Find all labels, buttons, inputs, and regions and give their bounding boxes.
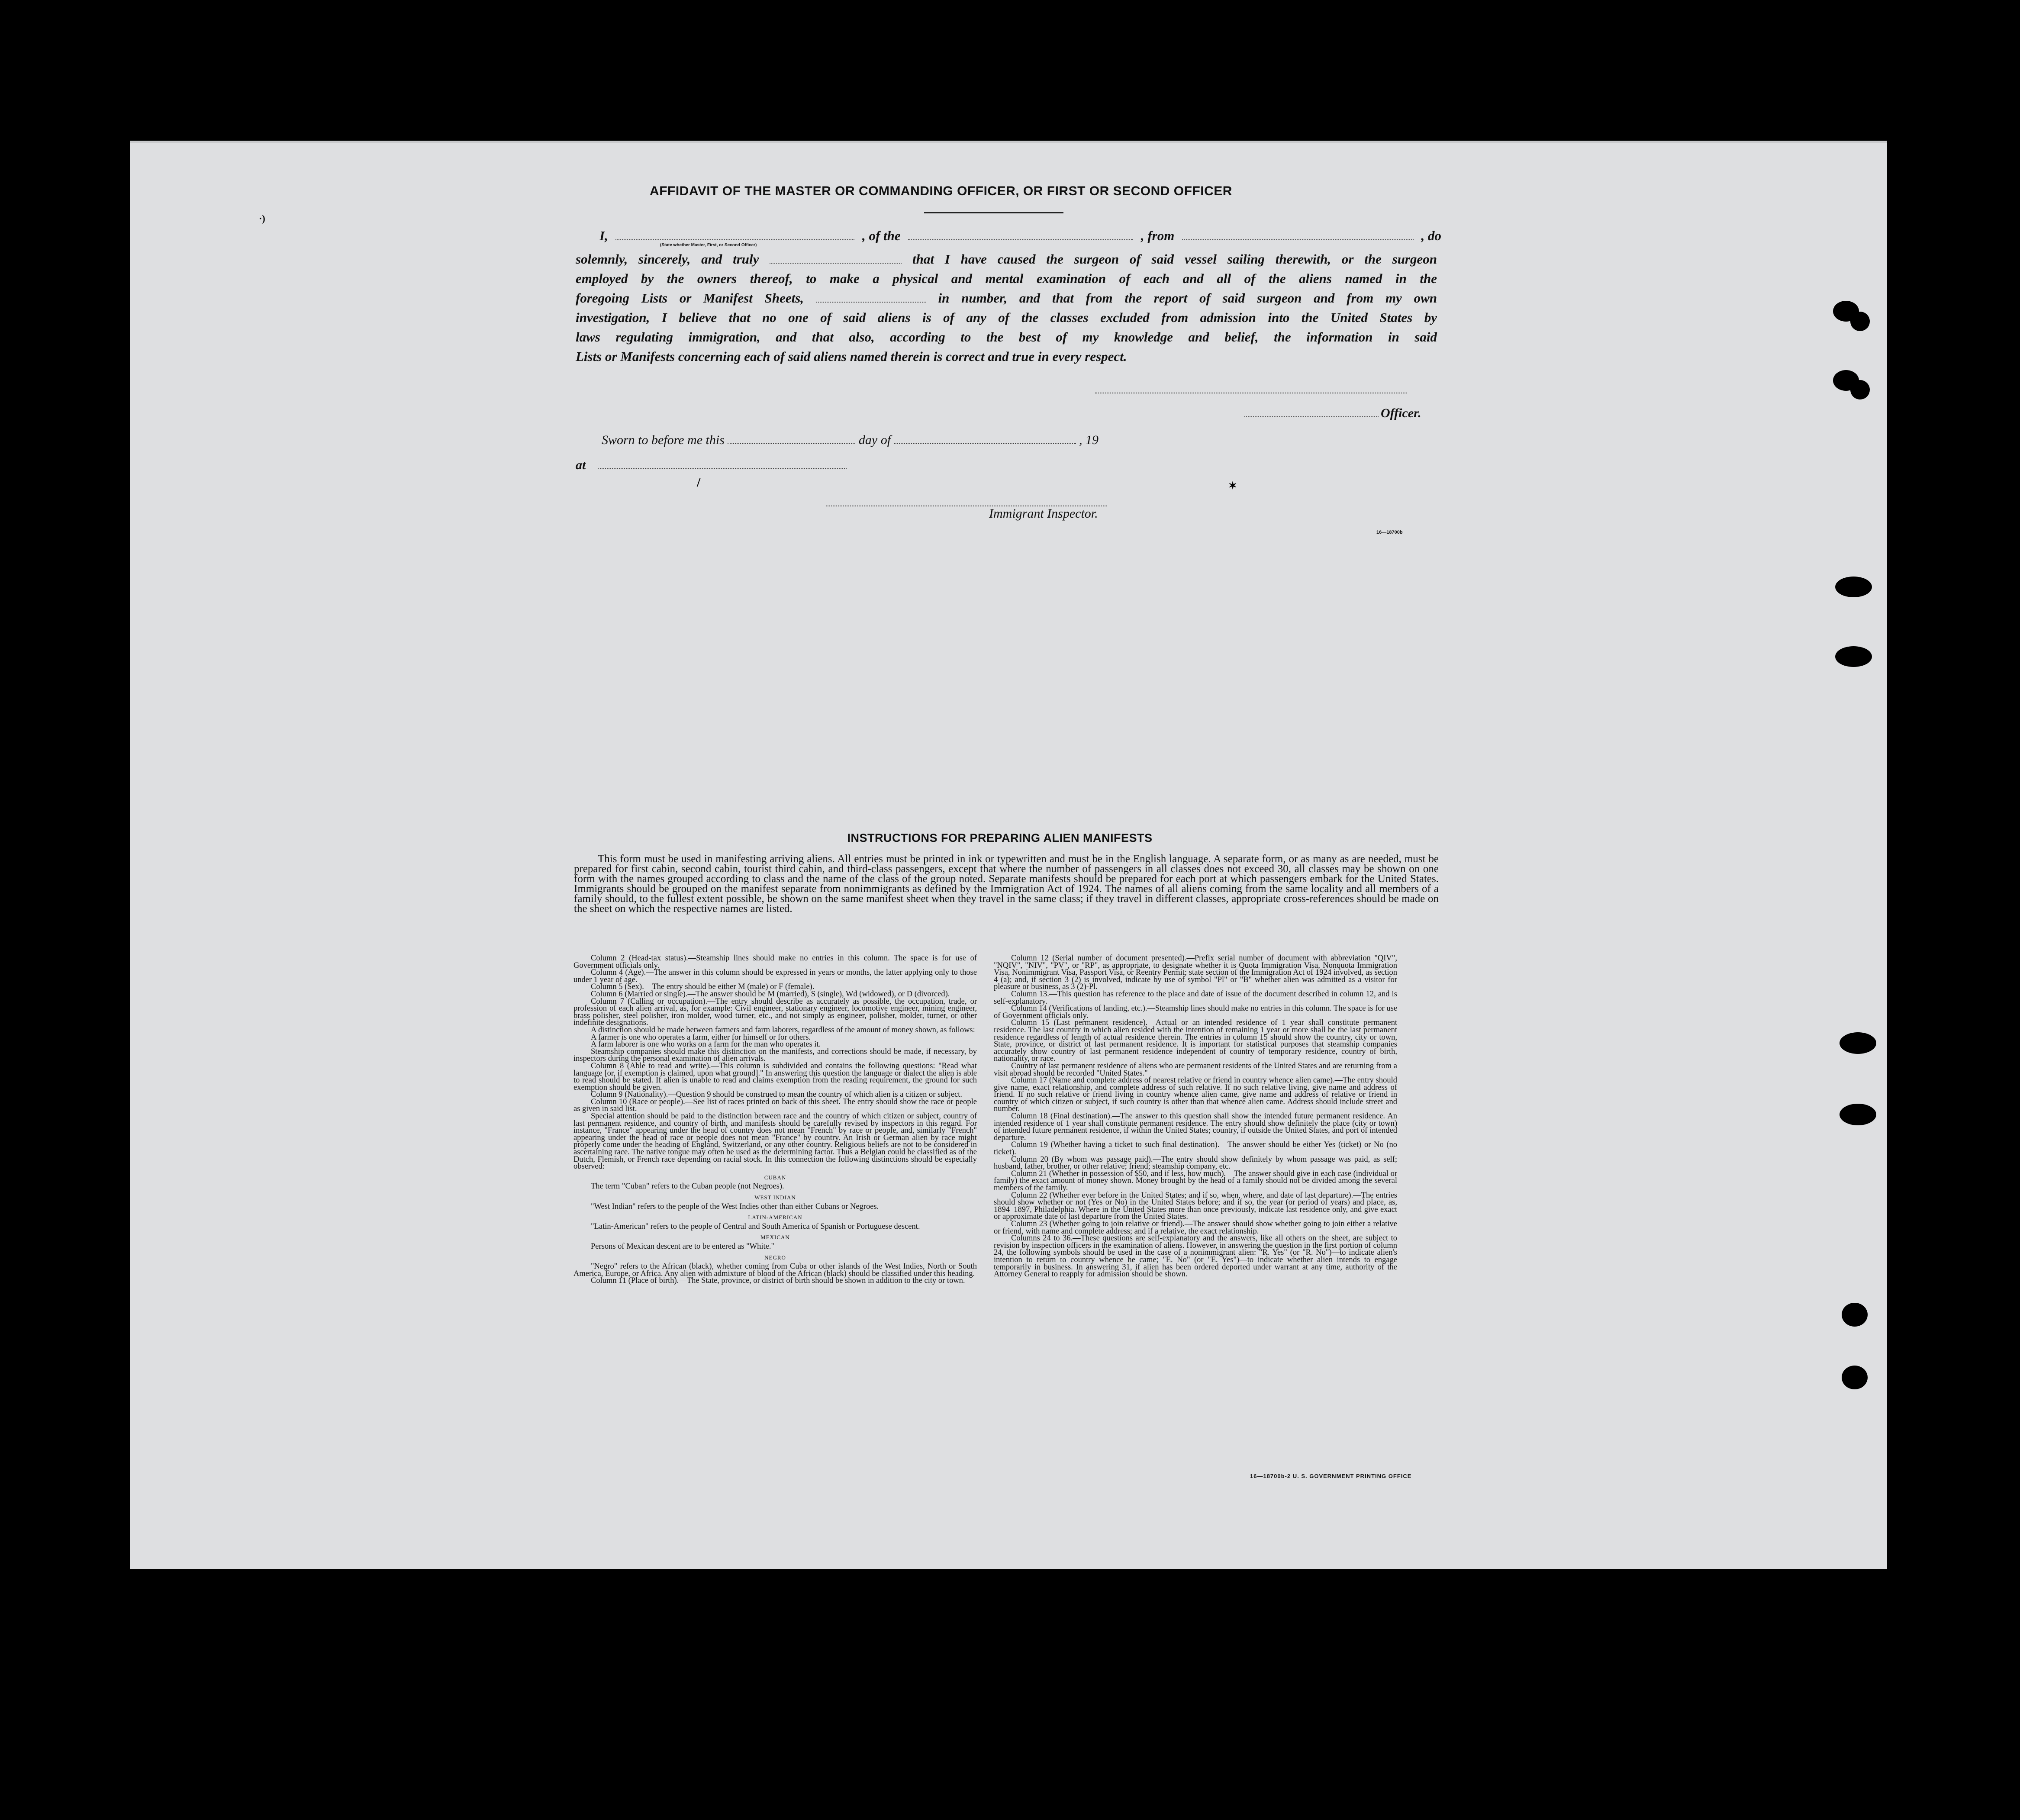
place-field[interactable] (598, 462, 847, 469)
affidavit-from-label: , from (1140, 228, 1175, 243)
affidavit-para-line: employed by the owners thereof, to make a physical and mental examination of each and all of the aliens named in the (576, 271, 1437, 286)
name-field[interactable] (770, 257, 902, 264)
punch-hole (1835, 577, 1872, 597)
alien-count-field[interactable] (816, 296, 926, 303)
instruction-paragraph: Persons of Mexican descent are to be entered as "White." (591, 1242, 775, 1251)
instruction-paragraph: Column 21 (Whether in possession of $50, and if less, how much).—The answer should give in each case (individual or family) the exact amount of money shown. Money brought by the head of a family should not be divided among the several members of the family. (994, 1169, 1397, 1192)
title-underline (924, 212, 1063, 213)
affidavit-paragraph (576, 249, 1437, 366)
instruction-paragraph: Column 18 (Final destination).—The answer to this question shall show the intended future permanent residence. An intended residence of 1 year shall constitute permanent residence. The entry should show definitely the place (city or town) of intended future permanent residence, if within the United States; country, if outside the United States, and port of intended departure. (994, 1112, 1397, 1142)
instruction-paragraph: Column 23 (Whether going to join relative or friend).—The answer should show whether going to join either a relative or friend, with name and complete address; and if a relative, the exact relationship. (994, 1219, 1397, 1236)
at-label: at (576, 458, 586, 472)
affidavit-title: AFFIDAVIT OF THE MASTER OR COMMANDING OFFICER, OR FIRST OR SECOND OFFICER (650, 184, 1232, 198)
year-label: , 19 (1079, 433, 1099, 447)
affidavit-para-line: Lists or Manifests concerning each of said aliens named therein is correct and true in every respect. (576, 349, 1127, 364)
affidavit-para-line: solemnly, sincerely, and truly that I have caused the surgeon of said vessel sailing therewith, or the surgeon (576, 251, 1437, 267)
instruction-paragraph: Column 2 (Head-tax status).—Steamship lines should make no entries in this column. The space is for use of Government officials only. (573, 954, 977, 970)
instruction-paragraph: A distinction should be made between farmers and farm laborers, regardless of the amount of money shown, as follows: (591, 1025, 975, 1034)
officer-signature-line[interactable] (1095, 392, 1407, 393)
punch-hole (1842, 1303, 1868, 1327)
instruction-paragraph: Column 22 (Whether ever before in the United States; and if so, when, where, and date of last departure).—The entries should show whether or not (Yes or No) in the United States before; and if so, the year (or period of years) and place, as, 1894–1897, Philadelphia. Where in the United States more than once previously, indicate last residence only, and give exact or approximate date of last departure from the United States. (994, 1191, 1397, 1221)
affidavit-para-line: investigation, I believe that no one of said aliens is of any of the classes excluded from admission into the United States by (576, 310, 1437, 325)
sworn-date-field[interactable] (728, 437, 855, 444)
officer-rank-field[interactable] (615, 233, 854, 240)
form-number: 16—18700b (1376, 530, 1403, 535)
instruction-paragraph: Column 5 (Sex).—The entry should be either M (male) or F (female). (591, 982, 815, 992)
instruction-paragraph: Country of last permanent residence of aliens who are permanent residents of the United States and are returning from a visit abroad should be recorded "United States." (994, 1061, 1397, 1078)
stray-mark: / (1912, 272, 1916, 284)
race-heading: WEST INDIAN (754, 1194, 796, 1201)
month-field[interactable] (894, 437, 1076, 444)
instruction-paragraph: Column 20 (By whom was passage paid).—The entry should show definitely by whom passage was paid, as self; husband, father, brother, or other relative; friend; steamship company, etc. (994, 1155, 1397, 1171)
punch-hole (1850, 380, 1870, 399)
instruction-paragraph: "West Indian" refers to the people of the West Indies other than either Cubans or Negroes. (591, 1202, 879, 1211)
printing-office-footer: 16—18700b-2 U. S. GOVERNMENT PRINTING OFFICE (1250, 1473, 1412, 1479)
instruction-paragraph: "Negro" refers to the African (black), whether coming from Cuba or other islands of the West Indies, North or South America, Europe, or Africa. Any alien with admixture of blood of the African (black) should be classified under this heading. (573, 1262, 977, 1278)
sworn-line (602, 433, 1099, 448)
rank-note: (State whether Master, First, or Second Officer) (660, 243, 757, 248)
instruction-paragraph: Column 6 (Married or single).—The answer should be M (married), S (single), Wd (widowed), or D (divorced). (591, 989, 950, 999)
instruction-paragraph: Column 13.—This question has reference to the place and date of issue of the document described in column 12, and is self-explanatory. (994, 989, 1397, 1006)
stray-mark: / (697, 475, 701, 490)
race-heading: LATIN-AMERICAN (748, 1214, 802, 1221)
instruction-paragraph: Column 10 (Race or people).—See list of races printed on back of this sheet. The entry should show the race or people as given in said list. (573, 1097, 977, 1114)
instruction-paragraph: Column 14 (Verifications of landing, etc.).—Steamship lines should make no entries in this column. The space is for use of Government officials only. (994, 1004, 1397, 1020)
stray-mark: ·) (259, 213, 265, 224)
sworn-label: Sworn to before me this (602, 433, 725, 447)
instruction-paragraph: Column 17 (Name and complete address of nearest relative or friend in country whence alien came).—The entry should give name, exact relationship, and complete address of such relative. If no such relative living, give name and address of friend. If no such relative or friend living in country whence alien came, give name and address of relative or friend in country of which citizen or subject, if such country is other than that whence alien came. Address should include street and number. (994, 1076, 1397, 1114)
at-line (576, 458, 847, 473)
affidavit-do-label: , do (1421, 228, 1441, 243)
instructions-intro (574, 854, 1439, 914)
officer-title-line[interactable] (1244, 416, 1379, 417)
instruction-paragraph: Column 9 (Nationality).—Question 9 should be construed to mean the country of which alien is a citizen or subject. (591, 1090, 963, 1099)
instruction-paragraph: Column 12 (Serial number of document presented).—Prefix serial number of document with abbreviation "QIV", "NQIV", "NIV", "PV", or "RP", as appropriate, to designate whether it is Quota Immigration Visa, Nonquota Immigration Visa, Nonimmigrant Visa, Passport Visa, or Reentry Permit; state section of the Immigration Act of 1924 involved, as section 4 (a); and, if section 3 (2) is involved, indicate by use of symbol "Pl" or "B" whether alien was admitted as a visitor for pleasure or business, as 3 (2)-Pl. (994, 954, 1397, 992)
instruction-paragraph: Column 4 (Age).—The answer in this column should be expressed in years or months, the latter applying only to those under 1 year of age. (573, 968, 977, 984)
instructions-right-column (994, 955, 1397, 1278)
instruction-paragraph: Special attention should be paid to the distinction between race and the country of which citizen or subject, country of last permanent residence, and country of birth, and manifests should be carefully revised by inspectors in this regard. For instance, "France" appearing under the head of country does not mean "French" by race or people, and, similarly "French" appearing under the head of race or people does not mean "France" by country. An Irish or German alien by race might properly come under the heading of England, Switzerland, or any other country. Religious beliefs are not to be considered in ascertaining race. The native tongue may often be used as the determining factor. Thus a Belgian could be classified as of the Dutch, Flemish, or French race depending on racial stock. In this connection the following distinctions should be especially observed: (573, 1112, 977, 1171)
instruction-paragraph: Steamship companies should make this distinction on the manifests, and corrections should be made, if necessary, by inspectors during the personal examination of alien arrivals. (573, 1047, 977, 1063)
race-heading: MEXICAN (760, 1234, 790, 1241)
instruction-paragraph: Column 8 (Able to read and write).—This column is subdivided and contains the following questions: "Read what language [or, if exemption is claimed, upon what ground]." In answering this question the language or dialect the alien is able to read should be stated. If alien is unable to read and claims exemption from the reading requirement, the ground for such exemption should be given. (573, 1061, 977, 1092)
inspector-label: Immigrant Inspector. (989, 506, 1098, 521)
instruction-paragraph: "Latin-American" refers to the people of Central and South America of Spanish or Portuguese descent. (591, 1222, 920, 1231)
instruction-paragraph: Column 15 (Last permanent residence).—Actual or an intended residence of 1 year shall constitute permanent residence. The last country in which alien resided with the intention of remaining 1 year or more shall be the last permanent residence regardless of length of actual residence therein. The entries in column 15 should show the country, city or town, State, province, or district of last permanent residence. It is important for statistical purposes that steamship companies accurately show country of last permanent residence independent of country of temporary residence, country of birth, nationality, or race. (994, 1018, 1397, 1063)
punch-hole (1850, 312, 1870, 331)
instruction-paragraph: Columns 24 to 36.—These questions are self-explanatory and the answers, like all others on the sheet, are subject to revision by inspection officers in the examination of aliens. However, in answering the question in the first portion of column 24, the following symbols should be used in the case of a nonimmigrant alien: "R. Yes" (or "R. No")—to indicate alien's intention to return to country whence he came; "E. No" (or "E. Yes")—to indicate whether alien intends to engage temporarily in business. In answering 31, if alien has been ordered deported under warrant at any time, authority of the Attorney General to reapply for admission should be shown. (994, 1234, 1397, 1279)
officer-label: Officer. (1381, 406, 1421, 420)
punch-hole (1840, 1032, 1876, 1054)
punch-hole (1840, 1104, 1876, 1125)
instruction-paragraph: Column 19 (Whether having a ticket to such final destination).—The answer should be either Yes (ticket) or No (no ticket). (994, 1140, 1397, 1157)
race-heading: NEGRO (764, 1254, 786, 1261)
instruction-paragraph: Column 11 (Place of birth).—The State, province, or district of birth should be shown in addition to the city or town. (591, 1276, 965, 1285)
race-heading: CUBAN (764, 1174, 786, 1181)
instruction-paragraph: A farm laborer is one who works on a farm for the man who operates it. (591, 1040, 821, 1049)
instruction-paragraph: The term "Cuban" refers to the Cuban people (not Negroes). (591, 1182, 784, 1191)
affidavit-para-line: foregoing Lists or Manifest Sheets, in number, and that from the report of said surgeon and from my own (576, 290, 1437, 306)
affidavit-i-label: I, (599, 228, 608, 243)
stray-mark: ✶ (1228, 480, 1237, 492)
sheet-edge (130, 141, 1887, 143)
intro-paragraph: This form must be used in manifesting arriving aliens. All entries must be printed in ink or typewritten and must be in the English language. A separate form, or as many as are needed, must be prepared for first cabin, second cabin, tourist third cabin, and third-class passengers, except that where the number of passengers in all classes does not exceed 30, all classes may be shown on one form with the names grouped according to class and the name of the class of the group noted. Separate manifests should be prepared for each port at which passengers embark for the United States. Immigrants should be grouped on the manifest separate from nonimmigrants as defined by the Immigration Act of 1924. The names of all aliens coming from the same locality and all members of a family should, to the fullest extent possible, be shown on the same manifest sheet when they travel in the same class; if they travel in different classes, appropriate cross-references should be made on the sheet on which the respective names are listed. (574, 853, 1439, 915)
vessel-name-field[interactable] (908, 233, 1133, 240)
departure-port-field[interactable] (1182, 233, 1414, 240)
instruction-paragraph: A farmer is one who operates a farm, either for himself or for others. (591, 1033, 811, 1042)
punch-hole (1842, 1366, 1868, 1389)
instructions-left-column (573, 955, 977, 1285)
punch-hole (1835, 646, 1872, 667)
day-of-label: day of (858, 433, 891, 447)
affidavit-para-line: laws regulating immigration, and that also, according to the best of my knowledge and belief, the information in said (576, 329, 1437, 345)
instructions-title: INSTRUCTIONS FOR PREPARING ALIEN MANIFESTS (847, 831, 1153, 844)
instruction-paragraph: Column 7 (Calling or occupation).—The entry should describe as accurately as possible, the occupation, trade, or profession of each alien arrival, as, for example: Civil engineer, stationary engineer, locomotive engineer, mining engineer, brass polisher, steel polisher, iron molder, wood turner, etc., and not simply as engineer, polisher, molder, turner, or other indefinite designations. (573, 997, 977, 1028)
affidavit-of-the-label: , of the (862, 228, 901, 243)
